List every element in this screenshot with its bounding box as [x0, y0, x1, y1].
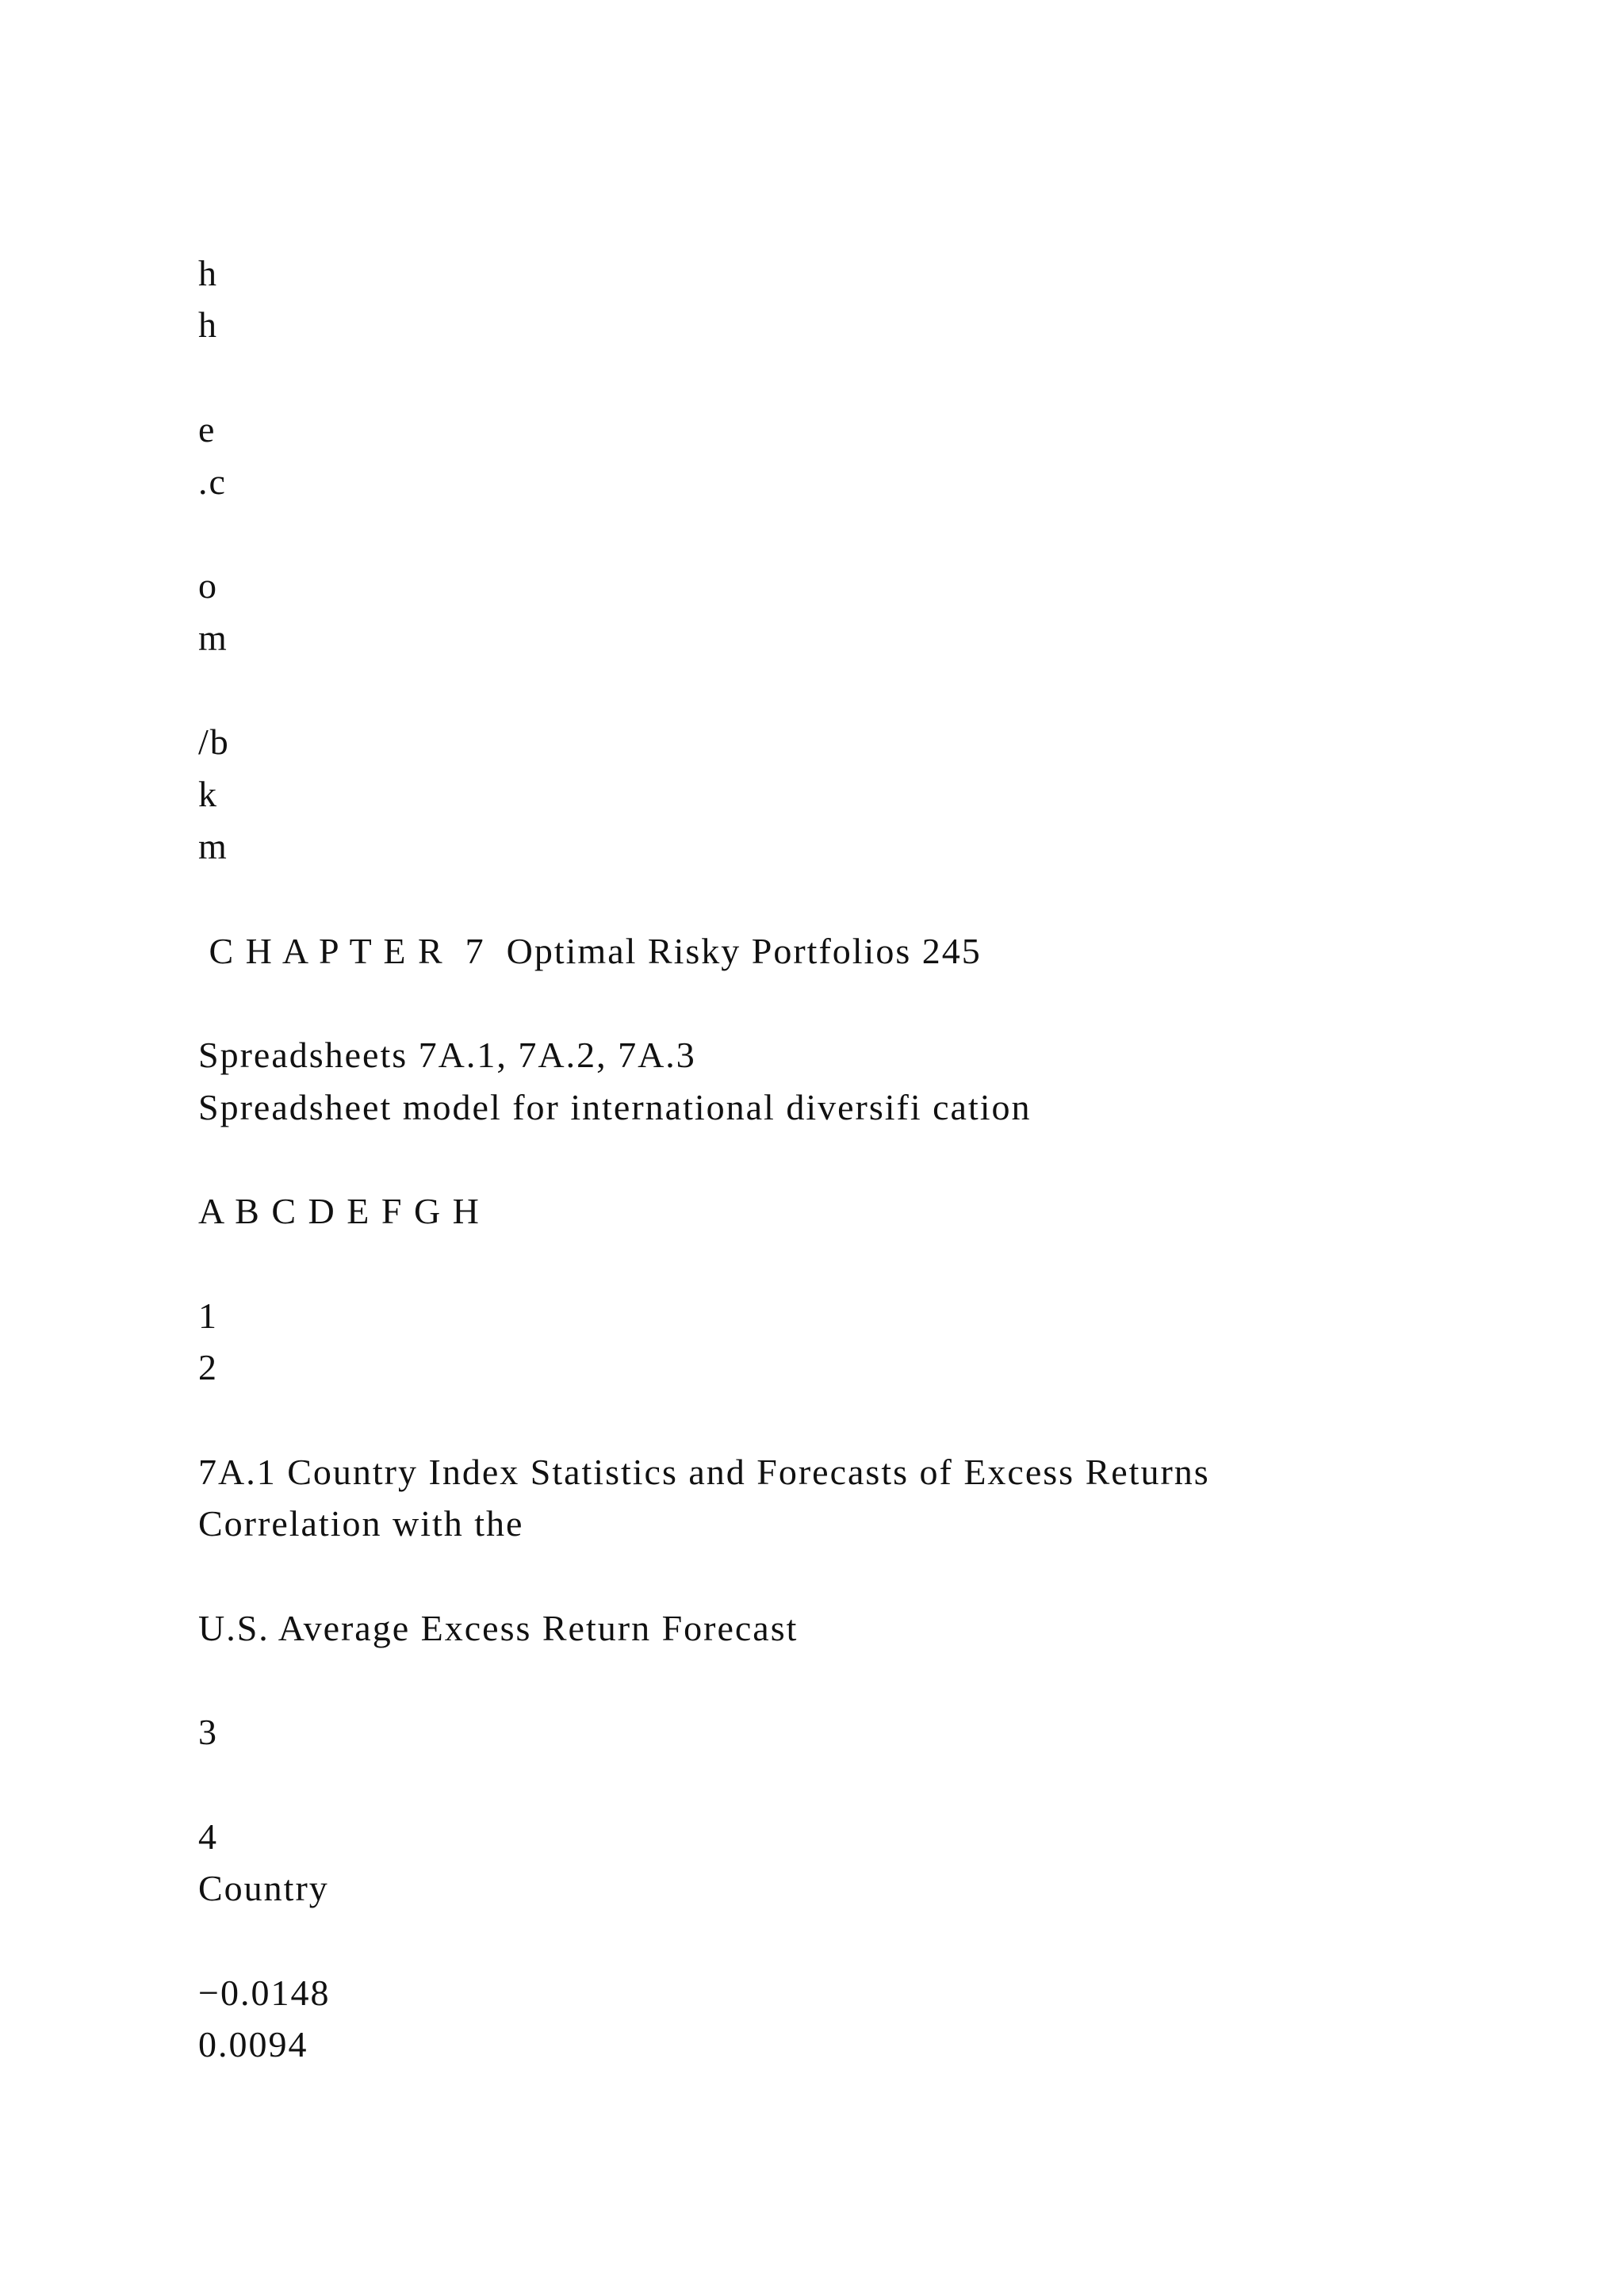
margin-fragment: h: [198, 253, 218, 293]
margin-fragment: m: [198, 826, 228, 867]
row-number: 1: [198, 1295, 218, 1336]
margin-fragment: o: [198, 565, 218, 606]
spreadsheet-title-continued: Correlation with the: [198, 1503, 524, 1544]
row-number: 2: [198, 1347, 218, 1387]
margin-fragment: k: [198, 774, 218, 814]
column-header-line: U.S. Average Excess Return Forecast: [198, 1608, 799, 1648]
margin-fragment: /b: [198, 721, 230, 762]
margin-fragment: h: [198, 304, 218, 345]
column-header-country: Country: [198, 1868, 329, 1908]
figure-label: Spreadsheets 7A.1, 7A.2, 7A.3: [198, 1035, 696, 1075]
spreadsheet-title: 7A.1 Country Index Statistics and Forecasts of Excess Returns: [198, 1452, 1210, 1492]
margin-fragment: m: [198, 618, 228, 658]
cell-value: −0.0148: [198, 1973, 331, 2013]
row-number: 3: [198, 1712, 218, 1752]
margin-fragment: .c: [198, 461, 227, 502]
cell-value: 0.0094: [198, 2024, 308, 2064]
running-header: C H A P T E R 7 Optimal Risky Portfolios 245: [198, 931, 982, 971]
row-number: 4: [198, 1816, 218, 1857]
margin-fragment: e: [198, 409, 216, 450]
figure-caption: Spreadsheet model for international diversifi cation: [198, 1087, 1032, 1127]
column-letters: A B C D E F G H: [198, 1191, 481, 1231]
